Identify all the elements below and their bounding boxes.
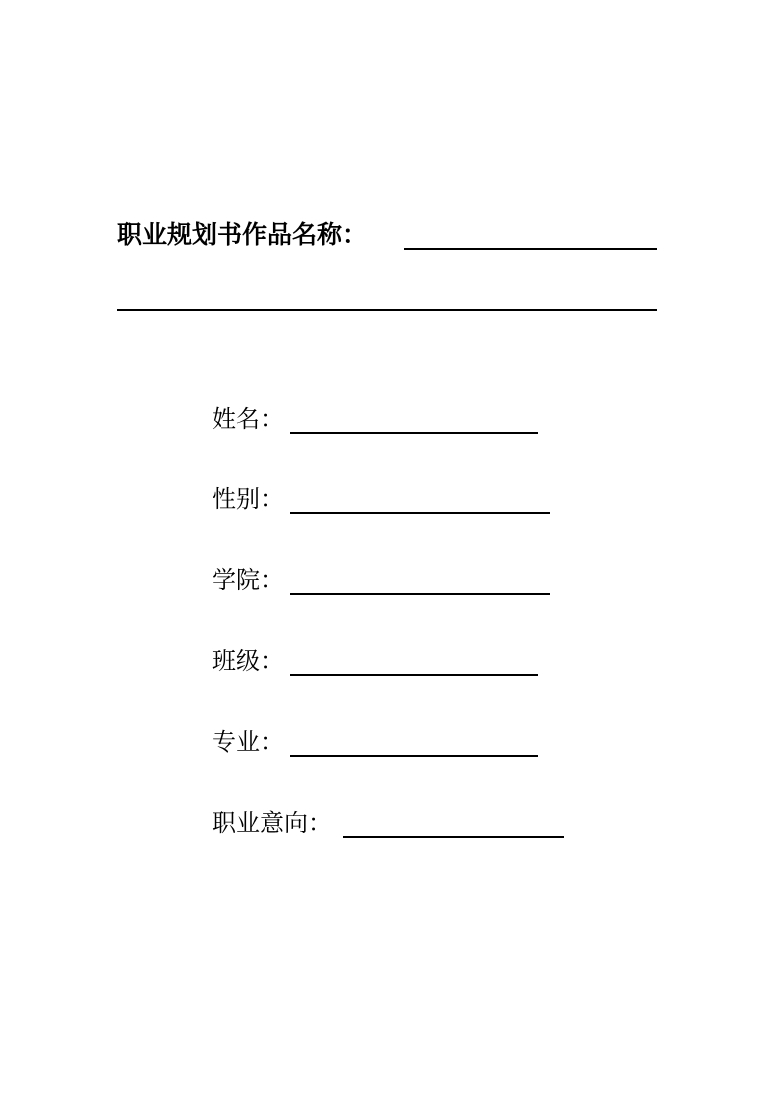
field-name-label: 姓名： (212, 405, 284, 433)
title-row (117, 218, 657, 254)
field-class-blank[interactable] (290, 674, 538, 676)
field-college-blank[interactable] (290, 593, 550, 595)
title-blank-line-2[interactable] (117, 309, 657, 311)
field-college (212, 564, 552, 598)
field-career-intention-label: 职业意向： (212, 809, 332, 837)
field-major (212, 726, 542, 760)
field-gender-label: 性别： (212, 485, 284, 513)
field-class-label: 班级： (212, 647, 284, 675)
field-career-intention-blank[interactable] (343, 836, 564, 838)
field-class (212, 645, 542, 679)
title-label: 职业规划书作品名称： (117, 220, 368, 249)
field-major-blank[interactable] (290, 755, 538, 757)
field-gender (212, 483, 552, 517)
field-career-intention (212, 807, 568, 841)
field-college-label: 学院： (212, 566, 284, 594)
field-major-label: 专业： (212, 728, 284, 756)
field-name-blank[interactable] (290, 432, 538, 434)
title-blank-line[interactable] (404, 248, 657, 250)
field-gender-blank[interactable] (290, 512, 550, 514)
field-name (212, 403, 542, 437)
